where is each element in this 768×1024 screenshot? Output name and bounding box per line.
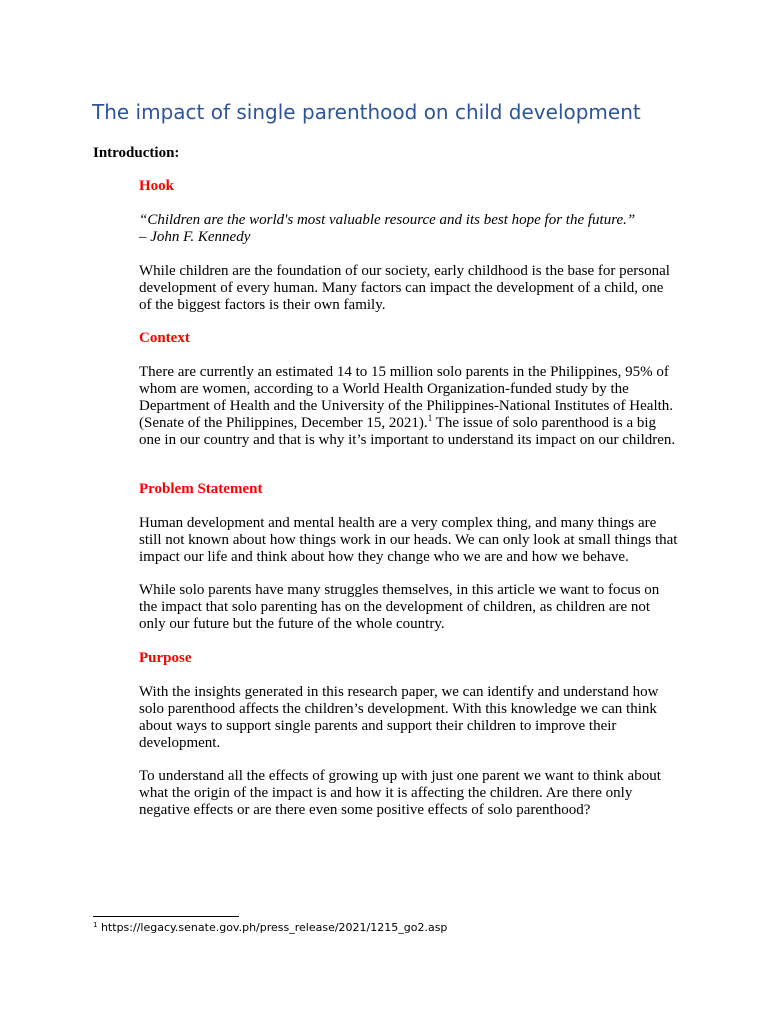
hook-heading: Hook xyxy=(139,178,175,194)
footnote-link[interactable]: https://legacy.senate.gov.ph/press_release/2021/1215_go2.asp xyxy=(97,921,448,934)
context-text-part2: The issue of solo parenthood is a big one in our country and that is why it’s important to understand its impact on our children. xyxy=(139,415,676,448)
quote-attribution: – John F. Kennedy xyxy=(139,229,251,245)
purpose-heading: Purpose xyxy=(139,650,192,666)
purpose-paragraph-2: To understand all the effects of growing up with just one parent we want to think about what the origin of the impact is and how it is affecting the children. Are there only negative effects or are there even some positive effects of solo parenthood? xyxy=(139,768,661,818)
context-paragraph xyxy=(139,364,679,449)
context-section xyxy=(139,330,679,347)
problem-heading: Problem Statement xyxy=(139,481,263,497)
context-heading: Context xyxy=(139,330,190,346)
hook-quote xyxy=(139,212,679,246)
purpose-section xyxy=(139,650,679,667)
purpose-paragraph2-block xyxy=(139,768,679,819)
problem-paragraph2-block xyxy=(139,582,679,633)
quote-text: “Children are the world's most valuable resource and its best hope for the future.” xyxy=(139,212,636,228)
footnote xyxy=(93,921,447,934)
footnote-reference[interactable]: 1 xyxy=(427,413,433,423)
footnote-separator xyxy=(93,916,239,917)
context-paragraph-block xyxy=(139,364,679,449)
purpose-paragraph1-block xyxy=(139,684,679,752)
problem-paragraph1-block xyxy=(139,515,679,566)
problem-paragraph-1: Human development and mental health are a very complex thing, and many things are still not known about how things work in our heads. We can only look at small things that impact our life and think about how they change who we are and how we behave. xyxy=(139,515,678,565)
problem-section xyxy=(139,481,679,498)
hook-paragraph: While children are the foundation of our society, early childhood is the base for personal development of every human. Many factors can impact the development of a child, one of the biggest factors is their own family. xyxy=(139,263,670,313)
hook-paragraph-block xyxy=(139,263,679,314)
document-title: The impact of single parenthood on child development xyxy=(92,100,641,124)
footnote-mark: 1 xyxy=(93,921,98,929)
introduction-label: Introduction: xyxy=(93,145,180,161)
context-text-part1: There are currently an estimated 14 to 15 million solo parents in the Philippines, 95% of whom are women, according to a World Health Organization-funded study by the Department of Health and the University of the Philippines-National Institutes of Health. (Senate of the Philippines, December 15, 2021). xyxy=(139,364,674,431)
problem-paragraph-2: While solo parents have many struggles themselves, in this article we want to focus on the impact that solo parenting has on the development of children, as children are not only our future but the future of the whole country. xyxy=(139,582,660,632)
hook-section xyxy=(139,178,679,195)
purpose-paragraph-1: With the insights generated in this research paper, we can identify and understand how solo parenthood affects the children’s development. With this knowledge we can think about ways to support single parents and support their children to improve their development. xyxy=(139,684,659,751)
